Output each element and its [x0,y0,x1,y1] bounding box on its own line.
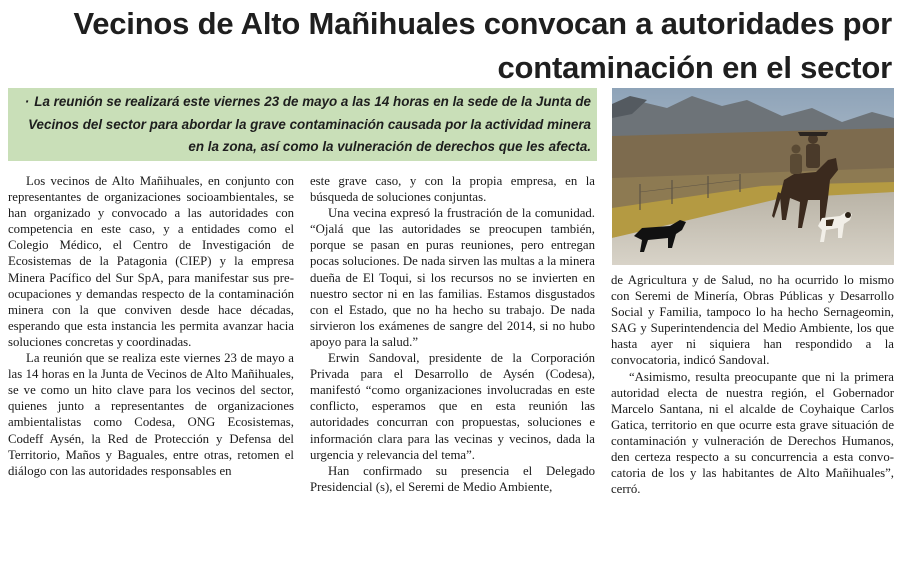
lead-text: La reunión se realizará este viernes 23 de mayo a las 14 horas en la sede de la Junta de Vecinos del sector para abordar la grave contaminación causada por la actividad minera en la zona, así como la vulneración de derechos que les afecta. [28,94,591,154]
col1-paragraph-2: La reunión que se realiza este viernes 23 de mayo a las 14 horas en la Junta de Vecinos de Alto Mañihuales, se ve como un hito clave para los vecinos del sector, quienes junto a representantes de organizaciones ambientalistas como Codesa, ONG Ecosistemas, Codeff Aysén, la Red de Protección y Defensa del Territorio, Maños y Baguales, entre otras, retomen el diálogo con las autoridades responsables en [8,351,294,478]
headline-line-1: Vecinos de Alto Mañihuales convocan a autoridades por [73,6,892,41]
lead-bullet: · [24,94,30,109]
article-column-2 [310,173,595,495]
col3-paragraph-2: “Asimismo, resulta preocupante que ni la primera autoridad electa de nuestra región, el Gobernador Marcelo Santana, ni el alcalde de Coyhaique Carlos Gatica, territorio en que ocurre esta grave situación de contaminación y vulneración de Derechos Humanos, den certeza respecto a su concurrencia a esta convocatoria de los y las habitantes de Alto Mañihuales”, cerró. [611,369,894,497]
col2-paragraph-4: Han confirmado su presencia el Delegado Presidencial (s), el Seremi de Medio Ambiente, [310,463,595,494]
lead-summary [8,88,597,161]
col2-paragraph-2: Una vecina expresó la frustración de la comunidad. “Ojalá que las autoridades se preocupen también, porque se pasan en puras reuniones, pero entregan pocas soluciones. De nada sirven las multas a la minera dueña de El Toqui, si los recursos no se invierten en nuestro sector ni en las familias. Estamos disgustados con el Estado, que no ha hecho su trabajo. De nada sirvieron los exámenes de sangre del 2014, si no hubo apoyo para la salud.” [310,206,595,349]
col1-paragraph-1: Los vecinos de Alto Mañihuales, en conjunto con representantes de organizaciones socioambientales, se han organizado y convocado a las autoridades con competencia en este caso, y a entidades como el Colegio Médico, el Centro de Investigación de Ecosistemas de la Patagonia (CIEP) y la empresa Minera Pacífico del Sur SpA, para manifestar sus preocupaciones y demandas respecto de la contaminación minera con la que conviven desde hace décadas, esperando que esta instancia les permita avanzar hacia soluciones concretas y coordinadas. [8,174,294,349]
article-column-1 [8,173,294,479]
col3-paragraph-1: de Agricultura y de Salud, no ha ocurrido lo mismo con Seremi de Minería, Obras Públicas y Desarrollo Social y Familia, tampoco lo ha hecho Sernageomin, SAG y Superintendencia del Medio Ambiente, los que hasta ayer ni siquiera han respondido a la convocatoria, indicó Sandoval. [611,273,894,368]
article-headline [8,2,892,90]
article-photo [612,88,894,265]
article-column-3 [611,272,894,497]
col2-paragraph-1: este grave caso, y con la propia empresa, en la búsqueda de soluciones conjuntas. [310,174,595,205]
photo-riders-with-dogs [612,88,894,265]
col2-paragraph-3: Erwin Sandoval, presidente de la Corporación Privada para el Desarrollo de Aysén (Codesa), manifestó “como organizaciones involucradas en este conflicto, esperamos que en esta reunión las autoridades concurran con propuestas, soluciones e información clara para las vecinas y vecinos, dada la urgencia y relevancia del tema”. [310,351,595,462]
headline-line-2: contaminación en el sector [497,50,892,85]
